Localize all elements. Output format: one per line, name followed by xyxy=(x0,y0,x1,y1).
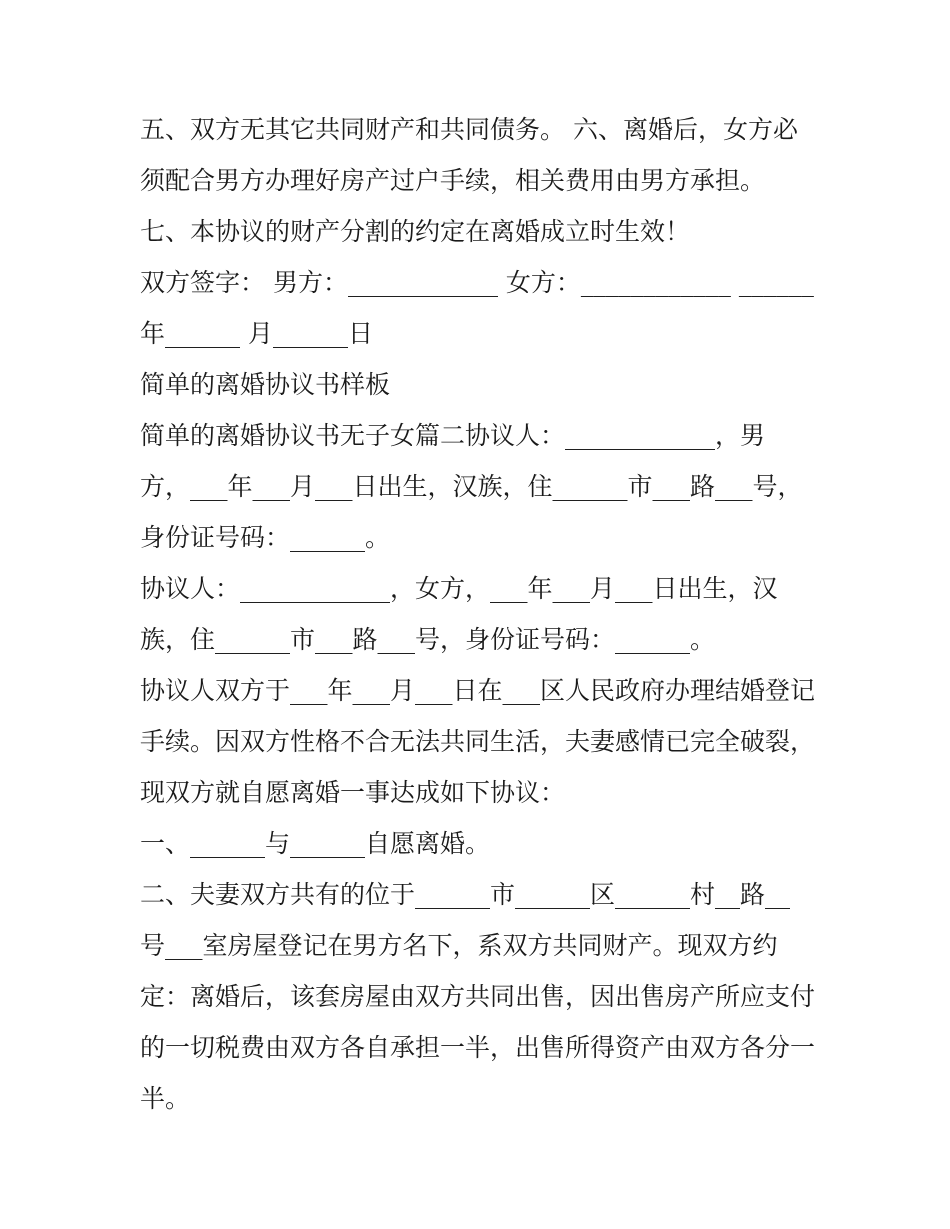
text-line: 手续。因双方性格不合无法共同生活，夫妻感情已完全破裂， xyxy=(140,727,816,756)
text-line: 方，___年___月___日出生，汉族，住______市___路___号， xyxy=(140,472,803,501)
document-body xyxy=(140,104,820,1124)
text-line: 一、______与______自愿离婚。 xyxy=(140,829,491,858)
date-line: 年______ 月______日 xyxy=(140,319,373,348)
text-line: 简单的离婚协议书无子女篇二协议人：____________，男 xyxy=(140,421,766,450)
text-line: 协议人：____________，女方，___年___月___日出生，汉 xyxy=(140,574,778,603)
text-line: 二、夫妻双方共有的位于______市______区______村__路__ xyxy=(140,880,791,909)
text-line: 半。 xyxy=(140,1084,191,1113)
text-line: 须配合男方办理好房产过户手续，相关费用由男方承担。 xyxy=(140,166,766,195)
text-line: 族，住______市___路___号，身份证号码：______。 xyxy=(140,625,716,654)
text-line: 现双方就自愿离婚一事达成如下协议： xyxy=(140,778,566,807)
text-line: 号___室房屋登记在男方名下，系双方共同财产。现双方约 xyxy=(140,931,778,960)
text-line: 五、双方无其它共同财产和共同债务。 六、离婚后，女方必 xyxy=(140,115,798,144)
text-line: 七、本协议的财产分割的约定在离婚成立时生效！ xyxy=(140,217,691,246)
text-line: 定：离婚后，该套房屋由双方共同出售，因出售房产所应支付 xyxy=(140,982,816,1011)
text-line: 身份证号码：______。 xyxy=(140,523,391,552)
section-title: 简单的离婚协议书样板 xyxy=(140,370,391,399)
signature-line: 双方签字： 男方：____________ 女方：____________ ______ xyxy=(140,268,814,297)
text-line: 的一切税费由双方各自承担一半，出售所得资产由双方各分一 xyxy=(140,1033,816,1062)
text-line: 协议人双方于___年___月___日在___区人民政府办理结婚登记 xyxy=(140,676,816,705)
